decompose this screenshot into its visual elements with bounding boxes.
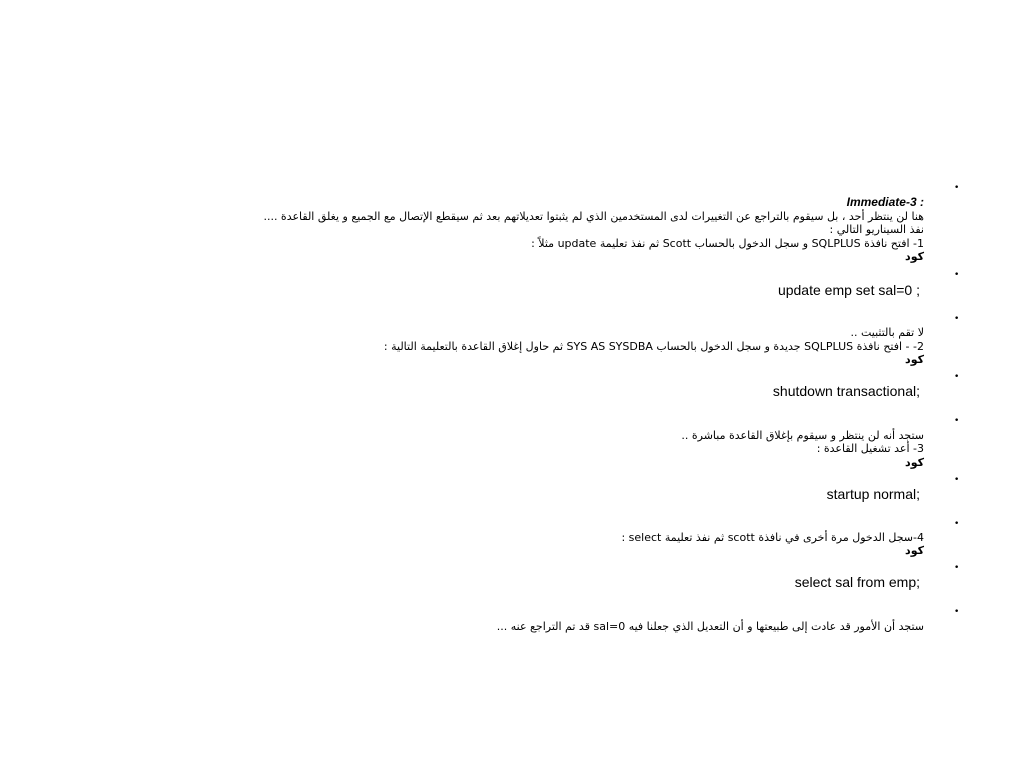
bullet-1: • bbox=[954, 183, 960, 193]
bullet-6: • bbox=[954, 475, 960, 485]
paragraph-line: هنا لن ينتظر أحد ، بل سيقوم بالتراجع عن التغييرات لدى المستخدمين الذي لم يثبتوا تعديلاتهم بعد ثم سيقطع الإتصال مع الجميع و يغلق القاعدة .... bbox=[263, 210, 924, 223]
bullet-3: • bbox=[954, 314, 960, 324]
code-snippet: update emp set sal=0 ; bbox=[777, 282, 920, 298]
code-snippet: shutdown transactional; bbox=[772, 383, 920, 399]
code-label: كود bbox=[905, 250, 924, 263]
bullet-4: • bbox=[954, 372, 960, 382]
bullet-9: • bbox=[954, 607, 960, 617]
bullet-8: • bbox=[954, 563, 960, 573]
section-heading: : Immediate-3 bbox=[846, 195, 924, 209]
paragraph-line: لا تقم بالتثبيت .. bbox=[850, 326, 924, 339]
code-label: كود bbox=[905, 353, 924, 366]
bullet-5: • bbox=[954, 416, 960, 426]
code-label: كود bbox=[905, 544, 924, 557]
paragraph-line: ستجد أنه لن ينتظر و سيقوم بإغلاق القاعدة مباشرة .. bbox=[681, 429, 924, 442]
paragraph-line: ستجد أن الأمور قد عادت إلى طبيعتها و أن التعديل الذي جعلنا فيه sal=0 قد تم التراجع عنه ... bbox=[496, 620, 924, 633]
paragraph-line: نفذ السيناريو التالي : bbox=[829, 223, 924, 236]
paragraph-line: 2- - افتح نافذة SQLPLUS جديدة و سجل الدخول بالحساب SYS AS SYSDBA ثم حاول إغلاق القاعدة بالتعليمة التالية : bbox=[383, 340, 924, 353]
bullet-7: • bbox=[954, 519, 960, 529]
code-snippet: startup normal; bbox=[826, 486, 920, 502]
paragraph-line: 4-سجل الدخول مرة أخرى في نافذة scott ثم نفذ تعليمة select : bbox=[621, 531, 924, 544]
bullet-2: • bbox=[954, 270, 960, 280]
code-snippet: select sal from emp; bbox=[794, 574, 920, 590]
code-label: كود bbox=[905, 456, 924, 469]
paragraph-line: 1- افتح نافذة SQLPLUS و سجل الدخول بالحساب Scott ثم نفذ تعليمة update مثلاً : bbox=[531, 237, 924, 250]
paragraph-line: 3- أعد تشغيل القاعدة : bbox=[816, 442, 924, 455]
